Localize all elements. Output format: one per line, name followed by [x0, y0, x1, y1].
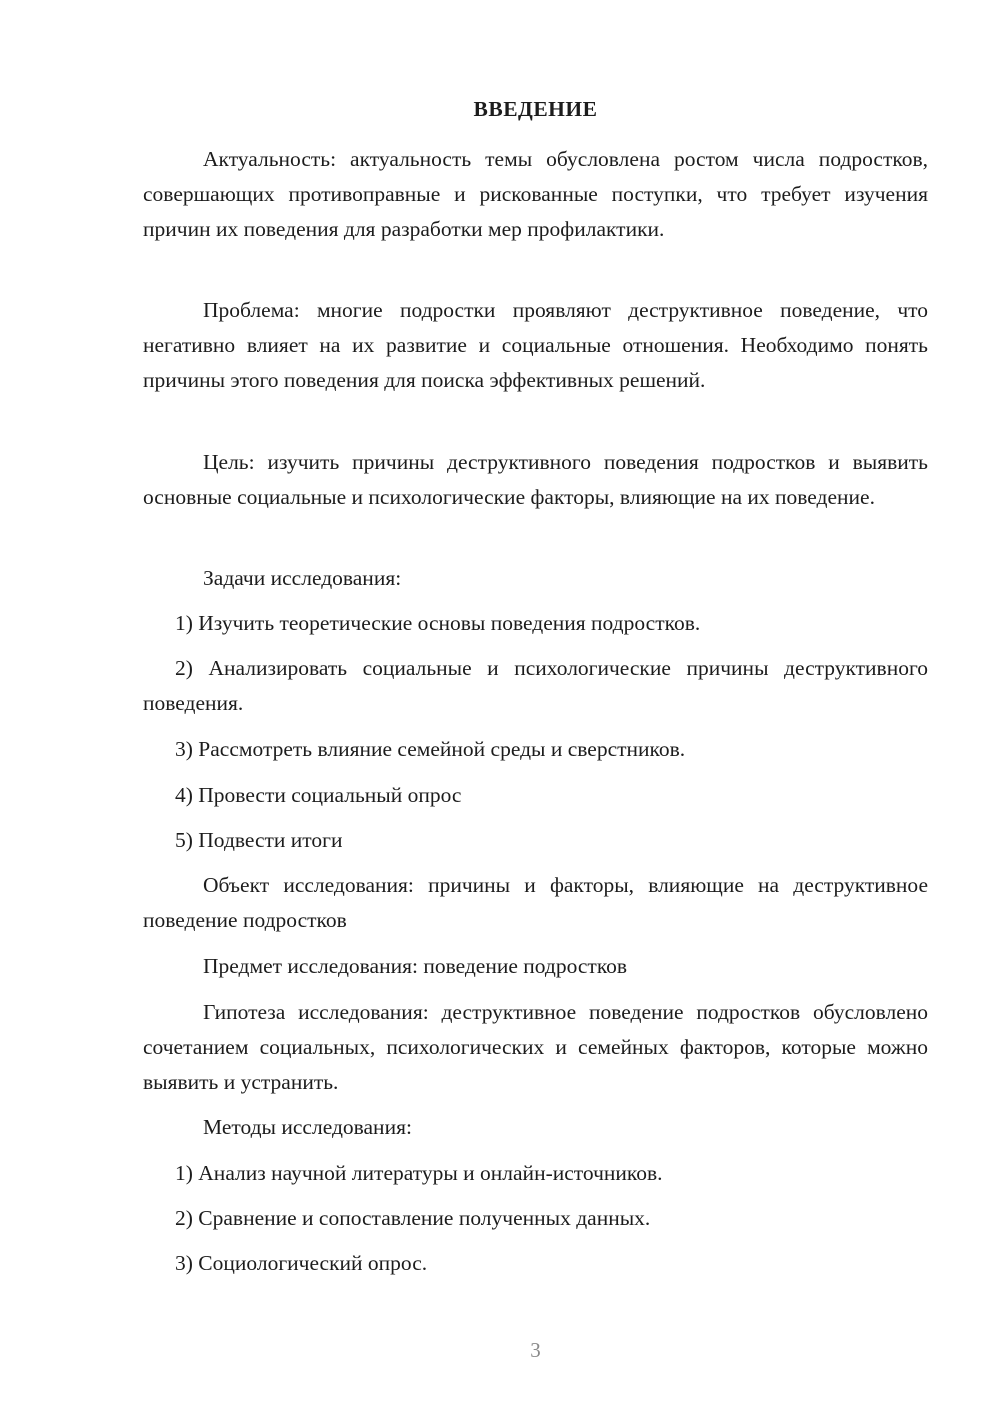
method-item-3: 3) Социологический опрос. [175, 1251, 428, 1275]
task-item-5: 5) Подвести итоги [175, 828, 343, 852]
methods-heading: Методы исследования: [203, 1115, 412, 1139]
relevance-paragraph: Актуальность: актуальность темы обусловлена ростом числа подростков, совершающих противоправные и рискованные поступки, что требует изучения причин их поведения для разработки мер профилактики. [143, 147, 928, 241]
tasks-heading: Задачи исследования: [203, 566, 402, 590]
task-item-1: 1) Изучить теоретические основы поведения подростков. [175, 611, 701, 635]
section-title: ВВЕДЕНИЕ [473, 97, 598, 121]
method-item-2: 2) Сравнение и сопоставление полученных данных. [175, 1206, 651, 1230]
task-item-2: 2) Анализировать социальные и психологические причины деструктивного поведения. [143, 656, 928, 715]
task-item-3: 3) Рассмотреть влияние семейной среды и сверстников. [175, 737, 686, 761]
method-item-1: 1) Анализ научной литературы и онлайн-источников. [175, 1161, 663, 1185]
subject-paragraph: Предмет исследования: поведение подростков [203, 954, 628, 978]
hypothesis-paragraph: Гипотеза исследования: деструктивное поведение подростков обусловлено сочетанием социальных, психологических и семейных факторов, которые можно выявить и устранить. [143, 1000, 928, 1094]
problem-paragraph: Проблема: многие подростки проявляют деструктивное поведение, что негативно влияет на их развитие и социальные отношения. Необходимо понять причины этого поведения для поиска эффективных решений. [143, 298, 928, 392]
task-item-4: 4) Провести социальный опрос [175, 783, 462, 807]
object-paragraph: Объект исследования: причины и факторы, влияющие на деструктивное поведение подростков [143, 873, 928, 932]
goal-paragraph: Цель: изучить причины деструктивного поведения подростков и выявить основные социальные и психологические факторы, влияющие на их поведение. [143, 450, 928, 509]
page-number: 3 [530, 1338, 541, 1362]
